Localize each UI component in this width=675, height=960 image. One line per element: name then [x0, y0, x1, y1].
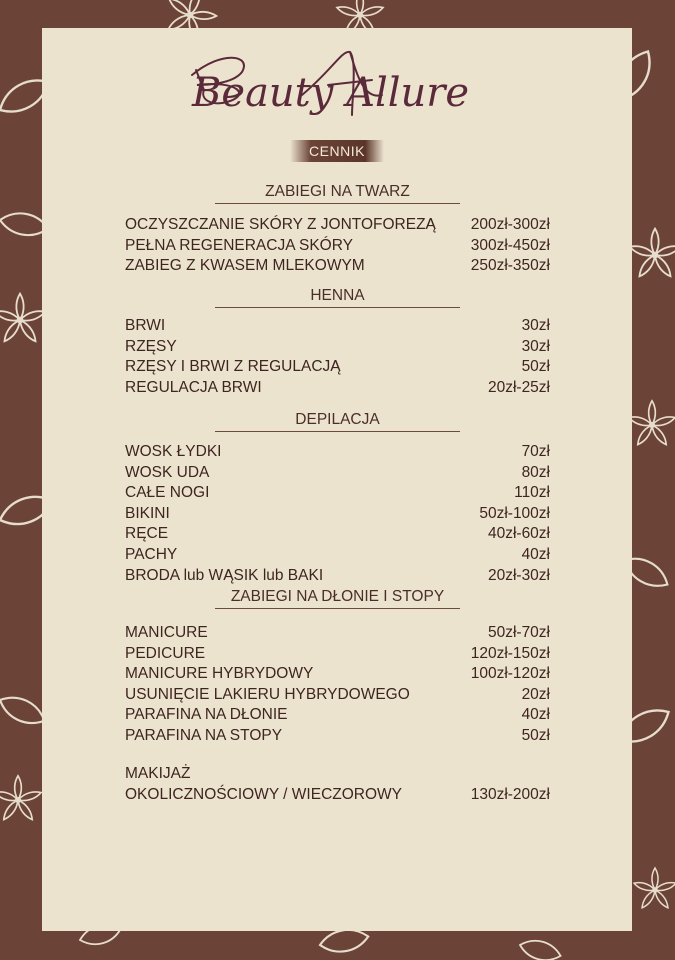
item-price: 20zł-30zł: [487, 566, 550, 584]
item-name: MANICURE HYBRYDOWY: [125, 665, 314, 683]
beauty-allure-logo: [182, 40, 492, 135]
item-name: MANICURE: [125, 624, 208, 641]
item-price: 40zł: [521, 545, 550, 563]
section-title-depilation: DEPILACJA: [215, 411, 460, 432]
item-name: OCZYSZCZANIE SKÓRY Z JONTOFOREZĄ: [125, 216, 436, 233]
item-name: RZĘSY: [125, 337, 177, 355]
cennik-badge: CENNIK: [290, 140, 384, 162]
item-name: WOSK UDA: [125, 463, 210, 481]
section-list-face: [125, 215, 550, 277]
item-price: 30zł: [521, 317, 550, 334]
item-price: 50zł: [521, 726, 550, 744]
item-name: OKOLICZNOŚCIOWY / WIECZOROWY: [125, 786, 403, 803]
item-name: USUNIĘCIE LAKIERU HYBRYDOWEGO: [125, 685, 410, 703]
item-price: 250zł-350zł: [470, 257, 550, 275]
price-list-card: [42, 28, 632, 931]
item-name: WOSK ŁYDKI: [125, 443, 222, 460]
item-price: 100zł-120zł: [470, 665, 550, 683]
list-item: [125, 337, 550, 358]
item-price: 70zł: [521, 443, 550, 460]
item-name: REGULACJA BRWI: [125, 378, 262, 396]
list-item: [125, 215, 550, 236]
item-price: 300zł-450zł: [470, 236, 550, 254]
item-name: BRODA lub WĄSIK lub BAKI: [125, 566, 324, 584]
list-item: [125, 566, 550, 587]
list-item: [125, 236, 550, 257]
list-item: [125, 357, 550, 378]
list-item: [125, 644, 550, 665]
item-price: 110zł: [514, 484, 550, 502]
section-list-henna: [125, 316, 550, 398]
item-price: 20zł-25zł: [487, 378, 550, 396]
list-item: [125, 524, 550, 545]
makeup-title: MAKIJAŻ: [125, 765, 191, 782]
list-item: [125, 726, 550, 747]
section-list-depilation: [125, 442, 550, 586]
item-price: 50zł: [521, 358, 550, 376]
item-price: 130zł-200zł: [470, 786, 550, 803]
section-title-hands-feet: ZABIEGI NA DŁONIE I STOPY: [215, 588, 460, 609]
list-item: [125, 483, 550, 504]
item-name: BIKINI: [125, 504, 170, 522]
list-item: [125, 545, 550, 566]
list-item: [125, 705, 550, 726]
item-name: BRWI: [125, 317, 166, 334]
item-name: ZABIEG Z KWASEM MLEKOWYM: [125, 257, 365, 275]
item-price: 50zł-70zł: [487, 624, 550, 641]
list-item: [125, 463, 550, 484]
item-name: RĘCE: [125, 525, 169, 543]
list-item: [125, 256, 550, 277]
item-name: PARAFINA NA STOPY: [125, 726, 283, 744]
item-name: PEDICURE: [125, 644, 206, 662]
item-price: 30zł: [521, 337, 550, 355]
item-price: 80zł: [521, 463, 550, 481]
list-item: [125, 785, 550, 806]
list-item: [125, 685, 550, 706]
item-price: 50zł-100zł: [479, 504, 550, 522]
item-price: 200zł-300zł: [470, 216, 550, 233]
item-name: PEŁNA REGENERACJA SKÓRY: [125, 236, 353, 254]
list-item: [125, 442, 550, 463]
list-item: [125, 664, 550, 685]
item-price: 120zł-150zł: [470, 644, 550, 662]
item-name: PACHY: [125, 545, 178, 563]
list-item: [125, 316, 550, 337]
list-item: [125, 378, 550, 399]
list-item: [125, 623, 550, 644]
logo-text: Beauty Allure: [192, 70, 470, 116]
item-price: 40zł: [521, 706, 550, 724]
item-name: CAŁE NOGI: [125, 484, 210, 502]
section-title-face: ZABIEGI NA TWARZ: [215, 183, 460, 204]
item-name: RZĘSY I BRWI Z REGULACJĄ: [125, 358, 341, 376]
item-price: 20zł: [521, 685, 550, 703]
section-list-hands-feet: [125, 623, 550, 747]
item-name: PARAFINA NA DŁONIE: [125, 706, 288, 724]
list-item: [125, 504, 550, 525]
section-title-henna: HENNA: [215, 287, 460, 308]
makeup-list: [125, 785, 550, 806]
item-price: 40zł-60zł: [487, 525, 550, 543]
